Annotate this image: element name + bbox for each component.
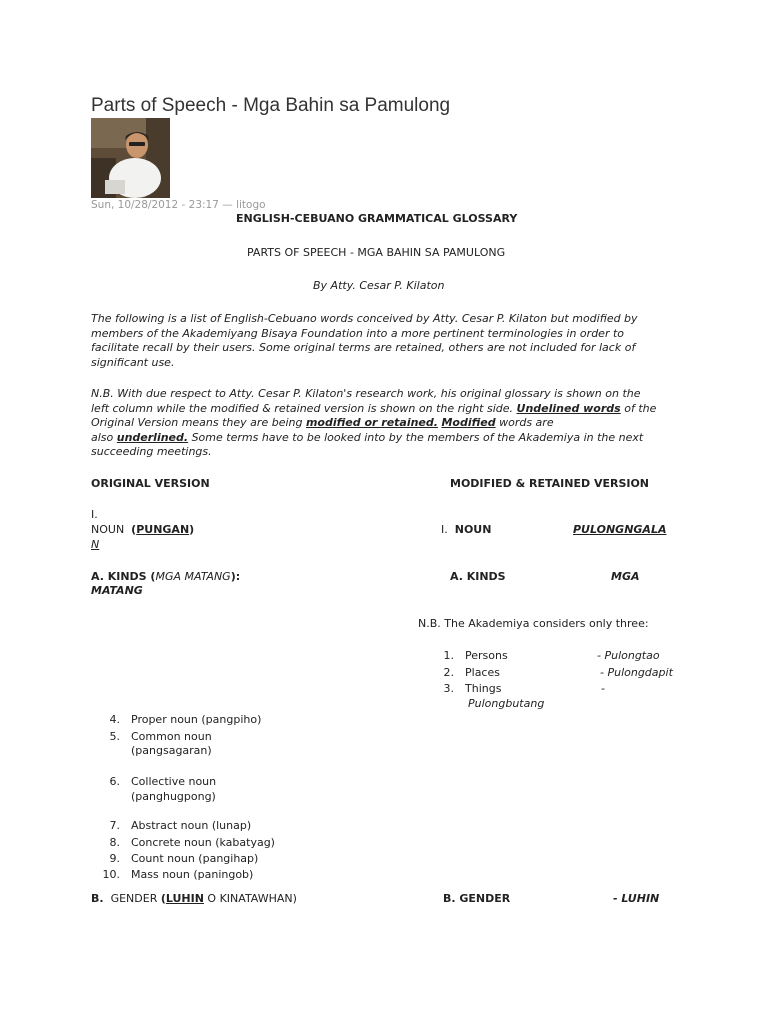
author-photo xyxy=(91,118,170,198)
nb-line xyxy=(91,402,681,417)
list-number: 7. xyxy=(109,819,120,832)
noun-modified xyxy=(441,523,491,536)
gender-modified-term: - LUHIN xyxy=(613,892,660,905)
list-number: 3. xyxy=(443,682,454,695)
paren: ) xyxy=(189,523,195,536)
gender-original xyxy=(91,892,297,905)
nb-paragraph xyxy=(91,387,681,460)
list-item-label: Things xyxy=(465,682,502,695)
noun-original-wrap: N xyxy=(91,538,100,551)
kinds-modified: A. KINDS xyxy=(450,570,506,583)
post-meta: Sun, 10/28/2012 - 23:17 — litogo xyxy=(91,199,266,211)
nb-text: of the xyxy=(620,401,657,415)
list-number: 4. xyxy=(109,713,120,726)
noun-modified-term: PULONGNGALA xyxy=(573,523,667,536)
nb-emphasis: Modified xyxy=(441,416,496,429)
gender-label: GENDER xyxy=(110,892,161,905)
nb-line xyxy=(91,431,681,446)
paren: ( xyxy=(131,523,137,536)
nb-text: Original Version means they are being xyxy=(91,416,306,429)
gender-original-term: LUHIN xyxy=(165,892,204,905)
kinds-modified-term: MGA xyxy=(611,570,640,583)
list-number: 2. xyxy=(443,666,454,679)
kinds-suffix: ): xyxy=(230,570,241,583)
paren: ( xyxy=(160,892,166,905)
list-item-label: Common noun xyxy=(131,730,212,743)
list-item-wrap: (pangsagaran) xyxy=(131,744,212,757)
list-item-label: Count noun (pangihap) xyxy=(131,852,259,865)
akademiya-note: N.B. The Akademiya considers only three: xyxy=(418,617,649,630)
intro-line: facilitate recall by their users. Some original terms are retained, others are not included for lack of xyxy=(91,341,636,354)
list-number: 1. xyxy=(443,649,454,662)
page-title: Parts of Speech - Mga Bahin sa Pamulong xyxy=(91,95,451,116)
noun-label-right: NOUN xyxy=(454,523,492,536)
kinds-label: A. KINDS ( xyxy=(91,570,156,583)
intro-line: The following is a list of English-Cebuano words conceived by Atty. Cesar P. Kilaton but modified by xyxy=(91,312,638,325)
list-item-wrap: Pulongbutang xyxy=(468,697,545,710)
nb-emphasis: modified or retained. xyxy=(305,416,438,429)
kinds-term: MGA MATANG xyxy=(155,570,231,583)
doc-heading: ENGLISH-CEBUANO GRAMMATICAL GLOSSARY xyxy=(236,212,518,225)
author-photo-icon xyxy=(91,118,170,198)
nb-emphasis: Undelined words xyxy=(516,401,621,415)
column-header-original: ORIGINAL VERSION xyxy=(91,477,210,490)
list-item-value: - xyxy=(601,682,605,695)
nb-text: also xyxy=(91,430,117,444)
list-item-label: Abstract noun (lunap) xyxy=(131,819,252,832)
nb-text: words are xyxy=(495,416,554,429)
list-item-wrap: (panghugpong) xyxy=(131,790,216,803)
gender-original-rest: O KINATAWHAN) xyxy=(203,892,297,905)
list-number: 5. xyxy=(109,730,120,743)
list-item-label: Concrete noun (kabatyag) xyxy=(131,836,275,849)
column-header-modified: MODIFIED & RETAINED VERSION xyxy=(450,477,650,490)
gender-letter: B. xyxy=(91,892,104,905)
intro-paragraph xyxy=(91,312,681,370)
doc-subheading: PARTS OF SPEECH - MGA BAHIN SA PAMULONG xyxy=(247,246,506,259)
list-number: 10. xyxy=(102,868,120,881)
noun-original xyxy=(91,523,194,536)
noun-roman-right: I. xyxy=(441,523,448,536)
list-item-value: - Pulongdapit xyxy=(600,666,673,679)
list-number: 9. xyxy=(109,852,120,865)
nb-emphasis: underlined. xyxy=(116,430,189,444)
nb-line: succeeding meetings. xyxy=(91,445,212,458)
nb-line xyxy=(91,416,681,431)
list-number: 8. xyxy=(109,836,120,849)
gender-modified: B. GENDER xyxy=(443,892,511,905)
noun-label: NOUN xyxy=(91,523,125,536)
nb-text: left column while the modified & retained version is shown on the right side. xyxy=(91,401,517,415)
list-item-label: Places xyxy=(465,666,500,679)
intro-line: significant use. xyxy=(91,355,175,369)
list-item-label: Persons xyxy=(465,649,508,662)
list-item-label: Mass noun (paningob) xyxy=(131,868,254,881)
nb-line: N.B. With due respect to Atty. Cesar P. Kilaton's research work, his original glossary is shown on the xyxy=(91,387,641,400)
list-item-label: Proper noun (pangpiho) xyxy=(131,713,262,726)
intro-line: members of the Akademiyang Bisaya Foundation into a more pertinent terminologies in order to xyxy=(91,326,625,340)
nb-text: Some terms have to be looked into by the members of the Akademiya in the next xyxy=(188,430,644,444)
noun-roman: I. xyxy=(91,508,98,521)
doc-byline: By Atty. Cesar P. Kilaton xyxy=(313,279,445,292)
list-item-value: - Pulongtao xyxy=(597,649,660,662)
list-number: 6. xyxy=(109,775,120,788)
kinds-original-wrap: MATANG xyxy=(91,584,143,597)
noun-original-term: PUNGAN xyxy=(136,523,190,536)
list-item-label: Collective noun xyxy=(131,775,217,788)
kinds-original xyxy=(91,570,240,583)
